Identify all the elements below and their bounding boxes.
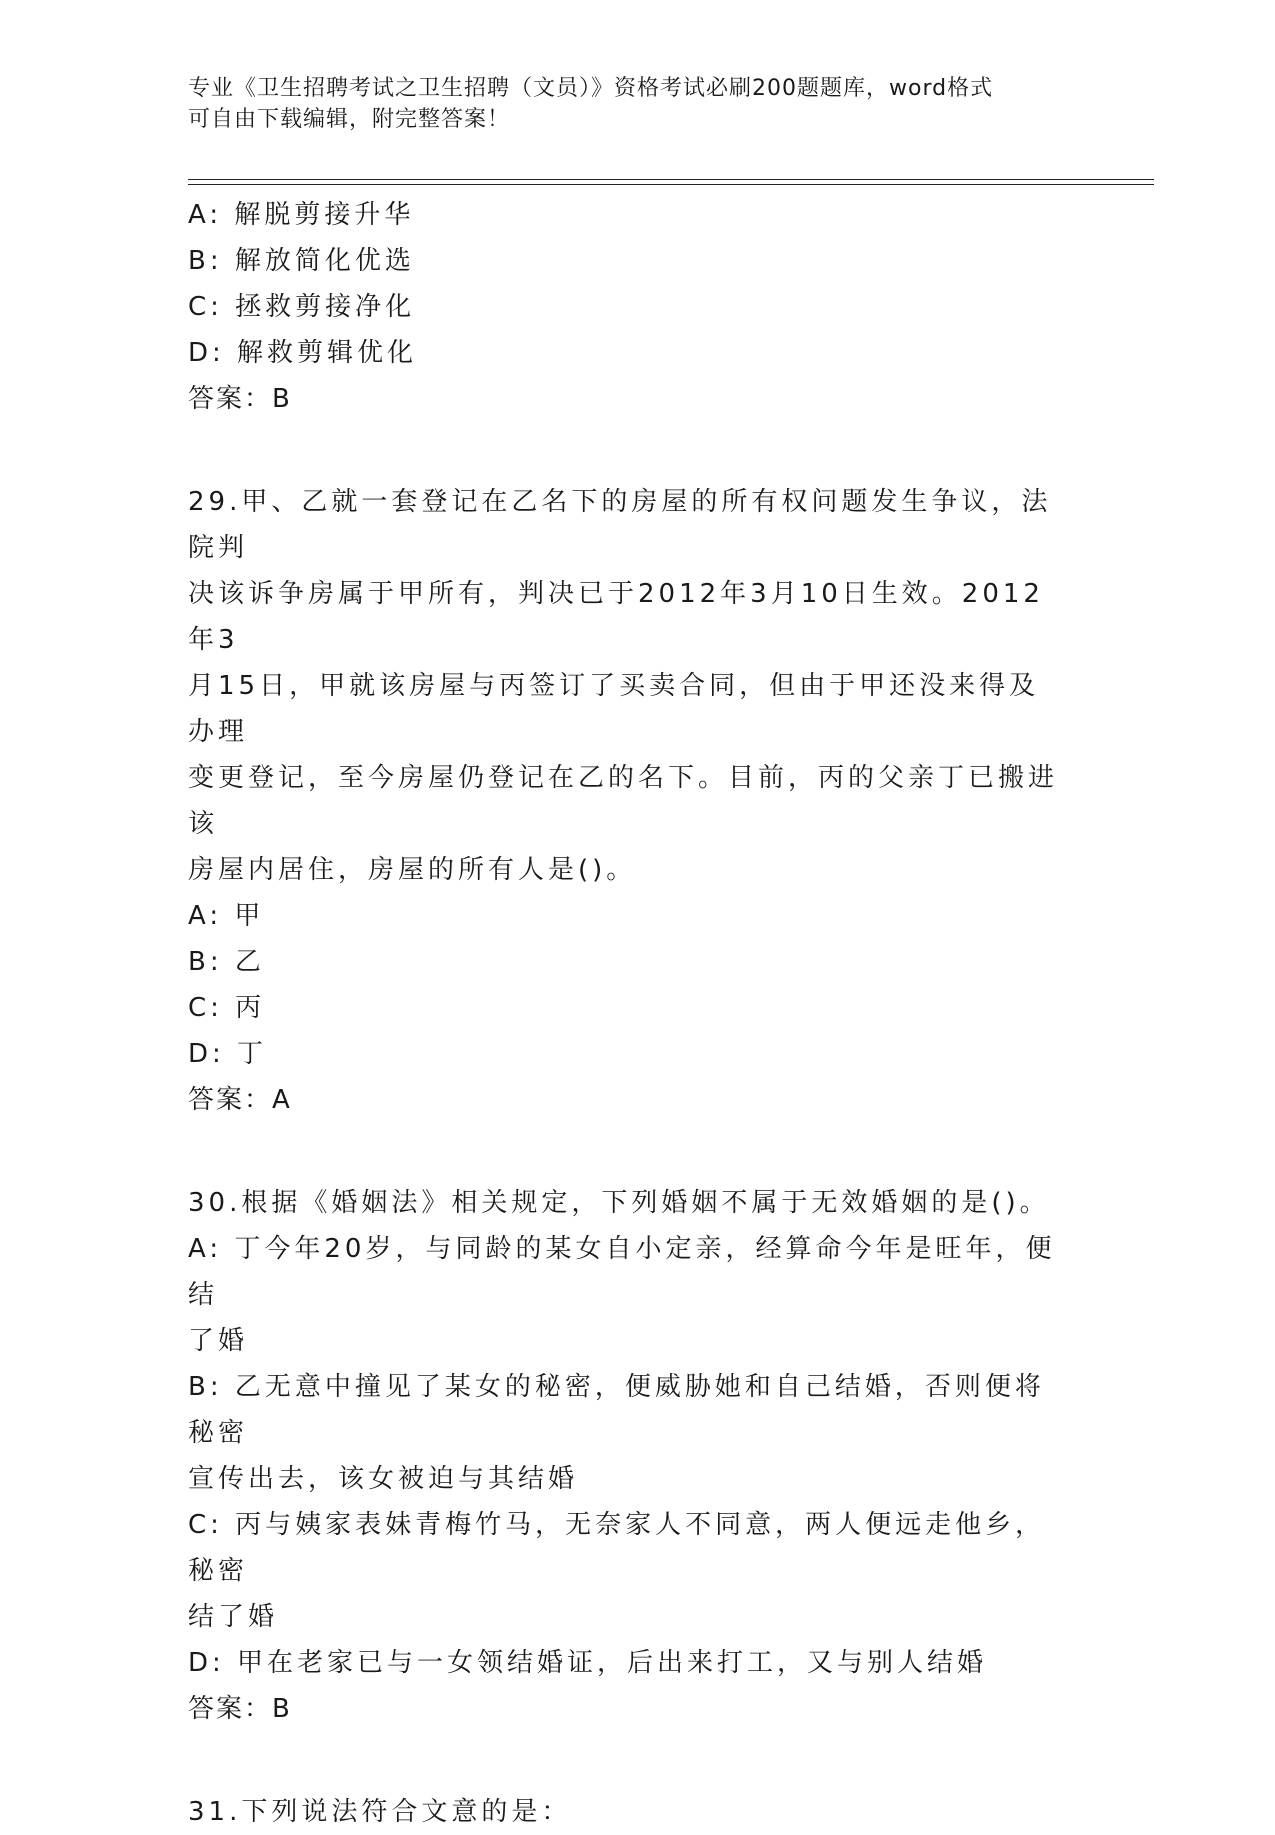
question-31-block [188,1789,1068,1835]
question-28-block [188,192,1068,422]
q30-option-b-line-2: 宣传出去，该女被迫与其结婚 [188,1464,579,1494]
spacer [188,1732,1068,1789]
q30-option-a-line-2: 了婚 [188,1326,249,1356]
question-30-block [188,1180,1068,1732]
q31-text-line-1: 31.下列说法符合文意的是： [188,1797,572,1827]
header-divider-top [188,179,1154,180]
q29-option-b: B: 乙 [188,947,265,977]
header-divider-bottom [188,184,1154,185]
question-29-block [188,479,1068,1123]
q30-answer: 答案：B [188,1694,292,1724]
q28-option-d: D: 解救剪辑优化 [188,338,418,368]
q28-option-a: A: 解脱剪接升华 [188,200,415,230]
spacer [188,1123,1068,1180]
q30-option-c-line-1: C: 丙与姨家表妹青梅竹马，无奈家人不同意，两人便远走他乡，秘密 [188,1510,1046,1586]
q29-text-line-1: 29.甲、乙就一套登记在乙名下的房屋的所有权问题发生争议，法院判 [188,487,1052,563]
q29-text-line-4: 变更登记，至今房屋仍登记在乙的名下。目前，丙的父亲丁已搬进该 [188,763,1059,839]
spacer [188,422,1068,479]
q30-option-a-line-1: A: 丁今年20岁，与同龄的某女自小定亲，经算命今年是旺年，便结 [188,1234,1056,1310]
header-title-line-1: 专业《卫生招聘考试之卫生招聘（文员）》资格考试必刷200题题库，word格式 [188,76,994,101]
q29-option-d: D: 丁 [188,1039,268,1069]
q29-text-line-5: 房屋内居住，房屋的所有人是()。 [188,855,637,885]
q29-text-line-3: 月15日，甲就该房屋与丙签订了买卖合同，但由于甲还没来得及办理 [188,671,1040,747]
q28-option-b: B: 解放简化优选 [188,246,415,276]
q29-answer: 答案：A [188,1085,292,1115]
q28-answer: 答案：B [188,384,292,414]
q29-text-line-2: 决该诉争房属于甲所有，判决已于2012年3月10日生效。2012年3 [188,579,1044,655]
q29-option-c: C: 丙 [188,993,266,1023]
q30-option-b-line-1: B: 乙无意中撞见了某女的秘密，便威胁她和自己结婚，否则便将秘密 [188,1372,1045,1448]
q30-text-line-1: 30.根据《婚姻法》相关规定，下列婚姻不属于无效婚姻的是()。 [188,1188,1050,1218]
question-content [188,192,1068,1835]
header-title-line-2: 可自由下载编辑，附完整答案！ [188,107,511,132]
document-header [188,73,1068,135]
q28-option-c: C: 拯救剪接净化 [188,292,416,322]
q29-option-a: A: 甲 [188,901,265,931]
q30-option-d: D: 甲在老家已与一女领结婚证，后出来打工，又与别人结婚 [188,1648,988,1678]
q30-option-c-line-2: 结了婚 [188,1602,279,1632]
